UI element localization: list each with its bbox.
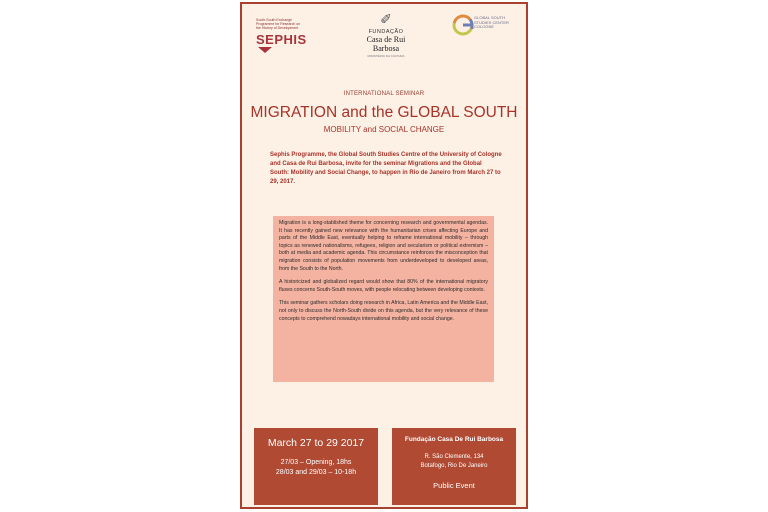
public-event-label: Public Event	[433, 481, 475, 490]
crb-ministry: MINISTÉRIO DA CULTURA	[367, 54, 405, 58]
dates-line-2: 28/03 and 29/03 – 10-18h	[275, 469, 357, 476]
sephis-tagline-1: South-South Exchange	[256, 18, 292, 22]
sephis-tagline-3: the History of Development	[256, 26, 299, 30]
sephis-triangle-icon	[258, 47, 272, 53]
gsc-text	[474, 16, 509, 30]
poster-subtitle: MOBILITY and SOCIAL CHANGE	[323, 125, 445, 134]
abstract-paragraph-3: This seminar gathers scholars doing research in Africa, Latin America and the Middle East, not only to discuss the North-South divide on this agenda, but the very relevance of these concepts to comprehend nowadays international mobility and social change.	[279, 300, 488, 322]
feather-icon: ✐	[380, 11, 392, 27]
crb-top-label: FUNDAÇÃO	[368, 29, 404, 35]
sephis-wordmark: SEPHIS	[256, 32, 307, 47]
abstract-paragraph-2: A historicized and globalized regard would show that 80% of the international migratory fluxes concerns South-South moves, with people relocating between developing contexts.	[279, 279, 488, 293]
venue-address-2: Botafogo, Rio De Janeiro	[420, 463, 488, 469]
seminar-kicker: INTERNATIONAL SEMINAR	[343, 91, 425, 97]
seminar-poster	[240, 2, 528, 509]
dates-box	[254, 428, 378, 505]
dates-title: March 27 to 29 2017	[267, 437, 365, 449]
sephis-logo	[256, 18, 316, 53]
crb-name: Casa de Rui Barbosa	[366, 35, 406, 53]
venue-box	[392, 428, 516, 505]
abstract-paragraph-1: Migration is a long-stablished theme for concerning research and governmental agendas. It has recently gained new relevance with the humanitarian crises affecting Europe and parts of the Middle East, eventually helping to reframe international mobility – through topics as renewed nationalisms, refugees, religion and secularism or political extremism – both at media and academic agenda. This circumstance reinforces the misconception that migration consists of population movements from underdeveloped to developed areas, from the South to the North.	[279, 220, 488, 272]
venue-title: Fundação Casa De Rui Barbosa	[404, 436, 504, 443]
intro-paragraph: Sephis Programme, the Global South Studies Centre of the University of Cologne and Casa de Rui Barbosa, invite for the seminar Migrations and the Global South: Mobility and Social Change, to happen in Rio de Janeiro from March 27 to 29, 2017.	[270, 152, 502, 185]
gsc-mark-icon	[452, 14, 474, 36]
gsc-line-1: GLOBAL SOUTH	[474, 15, 505, 20]
gsc-line-3: COLOGNE	[474, 24, 495, 30]
casa-rui-barbosa-logo	[354, 12, 418, 58]
poster-title: MIGRATION and the GLOBAL SOUTH	[250, 104, 518, 121]
gsc-line-2: STUDIES CENTER	[474, 19, 509, 25]
dates-line-1: 27/03 – Opening, 18hs	[280, 459, 352, 466]
sephis-tagline-2: Programme for Research on	[256, 22, 301, 26]
venue-address-1: R. São Clemente, 134	[424, 454, 484, 460]
abstract-box	[273, 216, 494, 382]
